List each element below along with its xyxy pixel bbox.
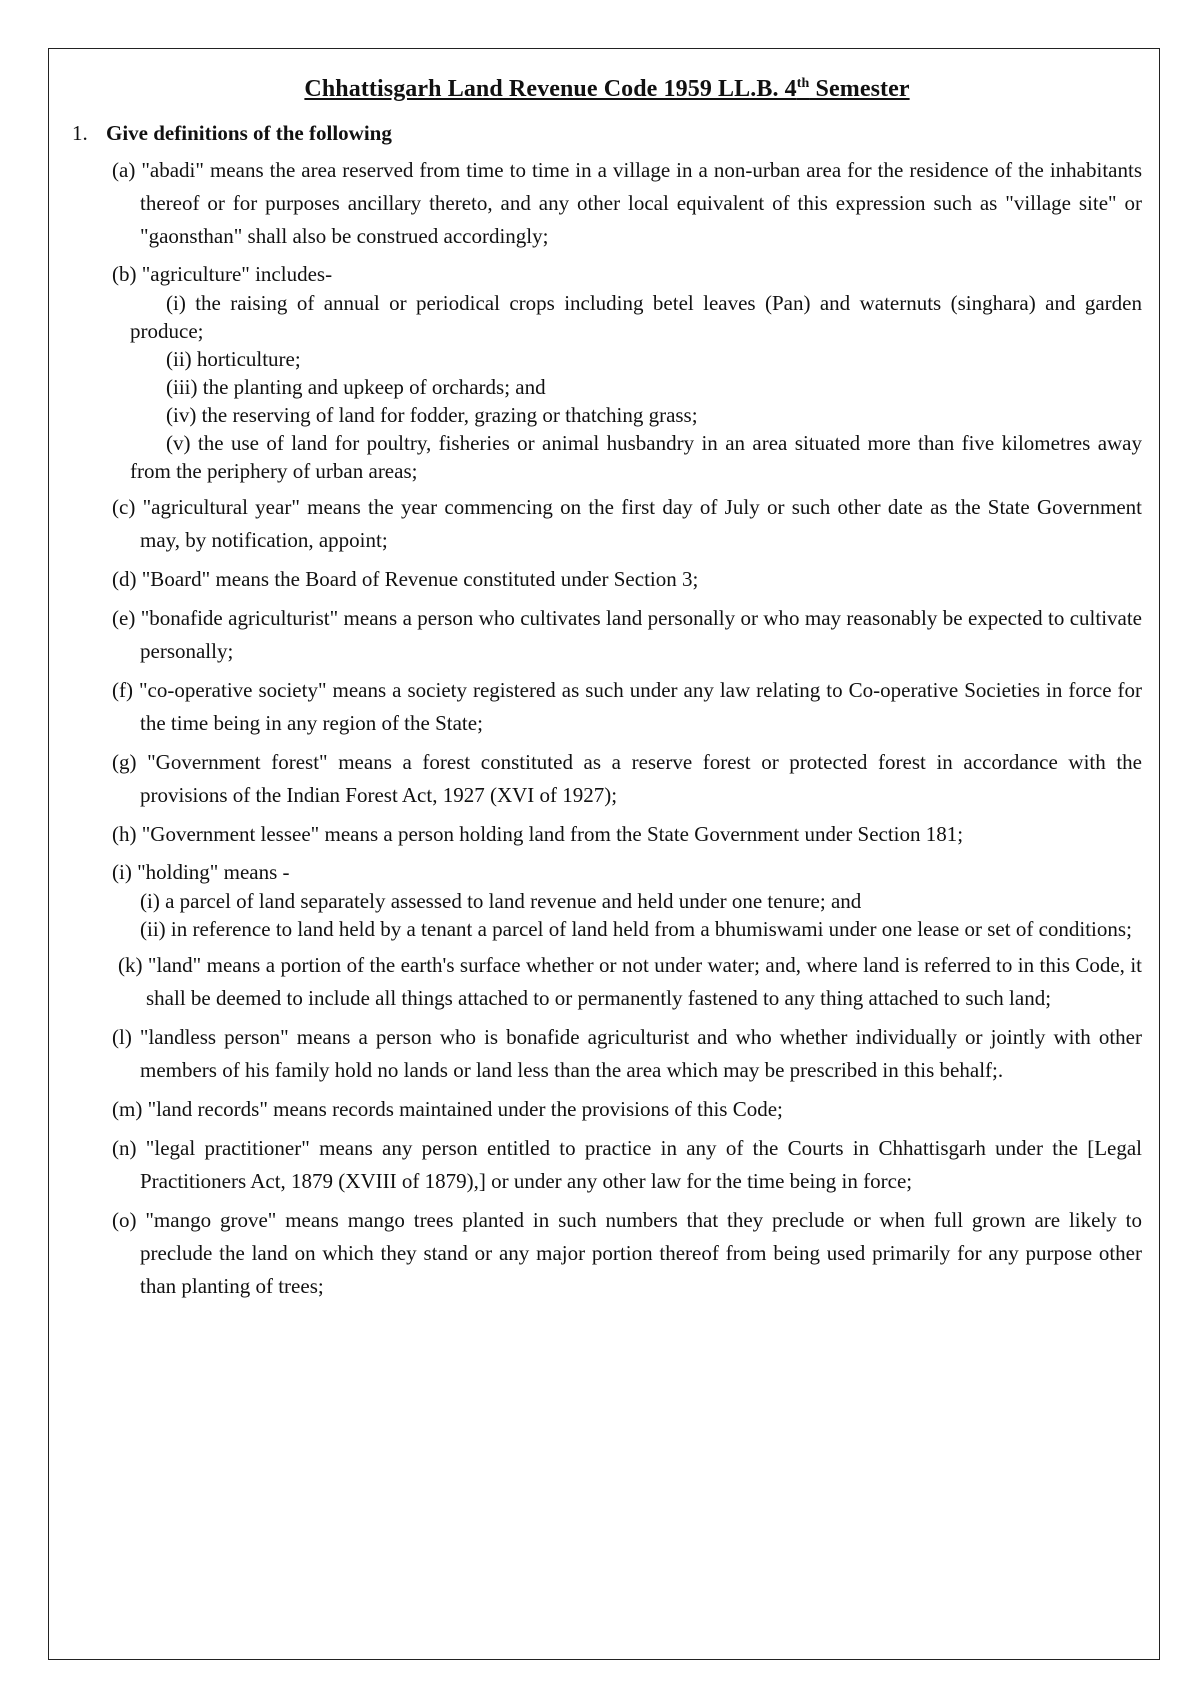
agriculture-item-ii: (ii) horticulture; <box>166 347 301 371</box>
title-superscript: th <box>796 76 810 91</box>
agriculture-item-i: (i) the raising of annual or periodical crops including betel leaves (Pan) and waternuts (singhara) and garden produce; <box>130 291 1142 343</box>
definition-landless-person: (l) "landless person" means a person who is bonafide agriculturist and who whether individually or jointly with other members of his family hold no lands or land less than the area which may be prescribed in this behalf;. <box>112 1025 1142 1082</box>
definition-land: (k) "land" means a portion of the earth's surface whether or not under water; and, where land is referred to in this Code, it shall be deemed to include all things attached to or permanently fastened to any thing attached to such land; <box>118 953 1142 1010</box>
definition-bonafide-agriculturist: (e) "bonafide agriculturist" means a person who cultivates land personally or who may reasonably be expected to cultivate personally; <box>112 606 1142 663</box>
document-title <box>72 76 1142 103</box>
definition-abadi: (a) "abadi" means the area reserved from time to time in a village in a non-urban area for the residence of the inhabitants thereof or for purposes ancillary thereto, and any other local equivalent of this expression such as "village site" or "gaonsthan" shall also be construed accordingly; <box>112 158 1142 248</box>
definition-holding-head: (i) "holding" means - <box>112 860 290 884</box>
question-text: Give definitions of the following <box>106 121 392 145</box>
question-number: 1. <box>72 121 88 145</box>
definition-holding <box>112 857 1142 943</box>
holding-item-ii: (ii) in reference to land held by a tenant a parcel of land held from a bhumiswami under one lease or set of conditions; <box>140 917 1132 941</box>
question-heading <box>72 121 1142 146</box>
definition-cooperative-society: (f) "co-operative society" means a society registered as such under any law relating to Co-operative Societies in force for the time being in any region of the State; <box>112 678 1142 735</box>
definition-government-lessee: (h) "Government lessee" means a person holding land from the State Government under Section 181; <box>112 822 964 846</box>
definition-government-forest: (g) "Government forest" means a forest constituted as a reserve forest or protected forest in accordance with the provisions of the Indian Forest Act, 1927 (XVI of 1927); <box>112 750 1142 807</box>
definition-board: (d) "Board" means the Board of Revenue constituted under Section 3; <box>112 567 699 591</box>
definition-agriculture-head: (b) "agriculture" includes- <box>112 262 333 286</box>
holding-item-i: (i) a parcel of land separately assessed to land revenue and held under one tenure; and <box>140 889 862 913</box>
definition-agricultural-year: (c) "agricultural year" means the year commencing on the first day of July or such other date as the State Government may, by notification, appoint; <box>112 495 1142 552</box>
document-body <box>72 68 1142 1309</box>
definition-agriculture <box>112 259 1142 485</box>
agriculture-item-v: (v) the use of land for poultry, fisheries or animal husbandry in an area situated more than five kilometres away from the periphery of urban areas; <box>130 431 1142 483</box>
definition-mango-grove: (o) "mango grove" means mango trees planted in such numbers that they preclude or when full grown are likely to preclude the land on which they stand or any major portion thereof from being used primarily for any purpose other than planting of trees; <box>112 1208 1142 1298</box>
title-end: Semester <box>809 76 910 102</box>
title-main: Chhattisgarh Land Revenue Code 1959 LL.B. 4 <box>304 76 797 102</box>
definition-land-records: (m) "land records" means records maintained under the provisions of this Code; <box>112 1097 783 1121</box>
agriculture-item-iii: (iii) the planting and upkeep of orchards; and <box>166 375 546 399</box>
agriculture-item-iv: (iv) the reserving of land for fodder, grazing or thatching grass; <box>166 403 698 427</box>
definition-legal-practitioner: (n) "legal practitioner" means any person entitled to practice in any of the Courts in Chhattisgarh under the [Legal Practitioners Act, 1879 (XVIII of 1879),] or under any other law for the time being in force; <box>112 1136 1142 1193</box>
